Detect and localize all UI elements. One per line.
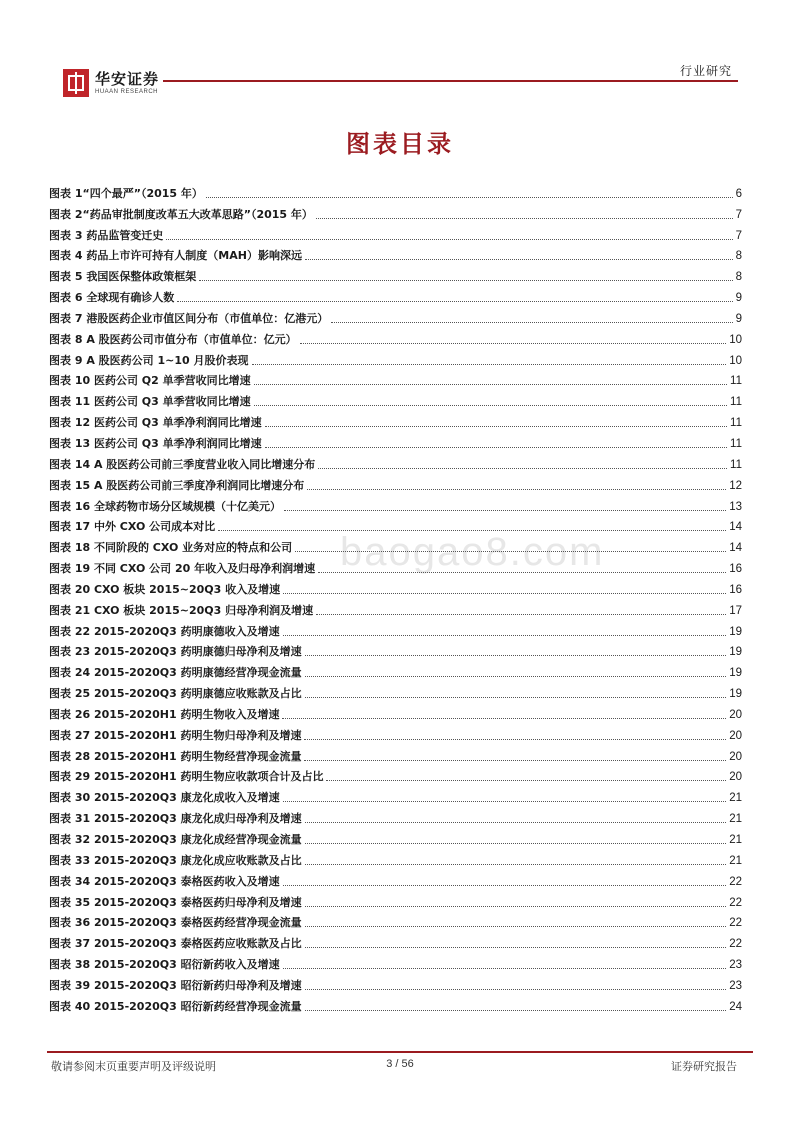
toc-entry-page: 14 <box>729 542 742 555</box>
toc-entry-label: 图表 31 2015-2020Q3 康龙化成归母净利及增速 <box>49 812 302 826</box>
toc-entry[interactable] <box>49 576 742 597</box>
toc-entry-page: 21 <box>729 854 742 867</box>
toc-entry[interactable] <box>49 889 742 910</box>
table-of-figures <box>49 180 742 1014</box>
section-label: 行业研究 <box>679 64 732 78</box>
toc-leader-dots <box>265 425 727 427</box>
toc-entry-label: 图表 34 2015-2020Q3 泰格医药收入及增速 <box>49 874 280 888</box>
toc-leader-dots <box>254 404 727 406</box>
toc-entry-label: 图表 19 不同 CXO 公司 20 年收入及归母净利润增速 <box>49 562 316 576</box>
toc-leader-dots <box>305 258 733 260</box>
toc-entry-page: 7 <box>735 229 742 242</box>
toc-leader-dots <box>305 842 727 844</box>
toc-entry-label: 图表 3 药品监管变迁史 <box>49 228 164 242</box>
toc-leader-dots <box>316 613 726 615</box>
toc-entry[interactable] <box>49 409 742 430</box>
toc-entry[interactable] <box>49 472 742 493</box>
toc-leader-dots <box>305 988 727 990</box>
toc-entry-label: 图表 28 2015-2020H1 药明生物经营净现金流量 <box>49 749 302 763</box>
toc-entry-page: 22 <box>729 875 742 888</box>
toc-entry-page: 11 <box>730 458 742 471</box>
toc-entry-label: 图表 10 医药公司 Q2 单季营收同比增速 <box>49 374 251 388</box>
toc-entry-label: 图表 39 2015-2020Q3 昭衍新药归母净利及增速 <box>49 978 302 992</box>
toc-entry-page: 16 <box>729 583 742 596</box>
toc-leader-dots <box>307 488 726 490</box>
toc-leader-dots <box>305 863 727 865</box>
toc-entry-label: 图表 12 医药公司 Q3 单季净利润同比增速 <box>49 416 262 430</box>
toc-leader-dots <box>304 738 726 740</box>
toc-entry-label: 图表 6 全球现有确诊人数 <box>49 291 175 305</box>
toc-leader-dots <box>305 925 727 927</box>
toc-entry-page: 8 <box>735 250 742 263</box>
header-divider <box>163 80 738 82</box>
toc-entry[interactable] <box>49 430 742 451</box>
toc-entry-page: 11 <box>730 396 742 409</box>
toc-entry-page: 19 <box>729 646 742 659</box>
toc-entry-label: 图表 4 药品上市许可持有人制度（MAH）影响深远 <box>49 249 302 263</box>
toc-entry[interactable] <box>49 388 742 409</box>
toc-entry-label: 图表 11 医药公司 Q3 单季营收同比增速 <box>49 395 251 409</box>
toc-entry-label: 图表 9 A 股医药公司 1~10 月股价表现 <box>49 353 249 367</box>
toc-entry-page: 8 <box>735 271 742 284</box>
toc-entry-page: 10 <box>729 354 742 367</box>
toc-entry-label: 图表 16 全球药物市场分区域规模（十亿美元） <box>49 499 281 513</box>
toc-leader-dots <box>318 571 726 573</box>
toc-entry[interactable] <box>49 930 742 951</box>
toc-entry-page: 19 <box>729 688 742 701</box>
toc-entry-page: 19 <box>729 667 742 680</box>
toc-leader-dots <box>199 279 732 281</box>
toc-entry-page: 13 <box>729 500 742 513</box>
toc-leader-dots <box>305 821 727 823</box>
logo-english-name: HUAAN RESEARCH <box>95 89 159 95</box>
toc-entry[interactable] <box>49 951 742 972</box>
toc-leader-dots <box>305 905 727 907</box>
toc-entry-page: 23 <box>729 959 742 972</box>
toc-entry-label: 图表 30 2015-2020Q3 康龙化成收入及增速 <box>49 791 280 805</box>
toc-entry[interactable] <box>49 805 742 826</box>
toc-entry-label: 图表 25 2015-2020Q3 药明康德应收账款及占比 <box>49 687 302 701</box>
toc-leader-dots <box>218 529 726 531</box>
toc-entry-page: 12 <box>729 479 742 492</box>
toc-entry[interactable] <box>49 764 742 785</box>
toc-entry-page: 16 <box>729 563 742 576</box>
toc-leader-dots <box>166 238 732 240</box>
page-title: 图表目录 <box>346 130 454 158</box>
footer-divider <box>47 1051 753 1053</box>
toc-leader-dots <box>283 634 727 636</box>
logo-seal-icon <box>63 69 89 97</box>
toc-entry-label: 图表 33 2015-2020Q3 康龙化成应收账款及占比 <box>49 853 302 867</box>
toc-entry-label: 图表 7 港股医药企业市值区间分布（市值单位：亿港元） <box>49 311 329 325</box>
toc-entry-label: 图表 38 2015-2020Q3 昭衍新药收入及增速 <box>49 958 280 972</box>
toc-entry-page: 20 <box>729 729 742 742</box>
toc-leader-dots <box>177 300 732 302</box>
toc-entry[interactable] <box>49 326 742 347</box>
toc-leader-dots <box>265 446 727 448</box>
toc-entry[interactable] <box>49 993 742 1014</box>
toc-entry[interactable] <box>49 347 742 368</box>
toc-entry-label: 图表 5 我国医保整体政策框架 <box>49 270 197 284</box>
watermark: baogao8.com <box>340 530 605 574</box>
toc-leader-dots <box>283 800 727 802</box>
toc-entry[interactable] <box>49 618 742 639</box>
toc-entry[interactable] <box>49 493 742 514</box>
logo-chinese-name: 华安证券 <box>95 70 160 88</box>
toc-entry-page: 22 <box>729 938 742 951</box>
toc-entry-label: 图表 29 2015-2020H1 药明生物应收款项合计及占比 <box>49 770 324 784</box>
toc-entry[interactable] <box>49 555 742 576</box>
toc-entry-label: 图表 18 不同阶段的 CXO 业务对应的特点和公司 <box>49 541 293 555</box>
toc-entry-label: 图表 24 2015-2020Q3 药明康德经营净现金流量 <box>49 666 302 680</box>
toc-entry[interactable] <box>49 263 742 284</box>
toc-leader-dots <box>283 884 727 886</box>
toc-leader-dots <box>316 217 733 219</box>
toc-entry-page: 21 <box>729 813 742 826</box>
logo-text <box>95 70 159 96</box>
toc-leader-dots <box>305 1009 727 1011</box>
toc-entry-page: 11 <box>730 437 742 450</box>
toc-entry[interactable] <box>49 639 742 660</box>
toc-entry[interactable] <box>49 743 742 764</box>
toc-entry-label: 图表 14 A 股医药公司前三季度营业收入同比增速分布 <box>49 457 316 471</box>
toc-entry-label: 图表 32 2015-2020Q3 康龙化成经营净现金流量 <box>49 833 302 846</box>
toc-leader-dots <box>326 779 726 781</box>
toc-entry-page: 14 <box>729 521 742 534</box>
toc-entry-page: 21 <box>729 792 742 805</box>
toc-leader-dots <box>304 759 726 761</box>
toc-entry-page: 21 <box>729 834 742 846</box>
toc-leader-dots <box>305 675 727 677</box>
toc-leader-dots <box>283 967 727 969</box>
toc-leader-dots <box>300 342 727 344</box>
toc-entry-label: 图表 20 CXO 板块 2015~20Q3 收入及增速 <box>49 582 281 596</box>
toc-entry-page: 20 <box>729 771 742 784</box>
company-logo <box>63 66 159 100</box>
toc-entry-page: 23 <box>729 979 742 992</box>
toc-entry[interactable] <box>49 701 742 722</box>
toc-entry[interactable] <box>49 451 742 472</box>
toc-entry[interactable] <box>49 972 742 993</box>
toc-leader-dots <box>305 696 727 698</box>
toc-entry-label: 图表 37 2015-2020Q3 泰格医药应收账款及占比 <box>49 937 302 951</box>
toc-entry[interactable] <box>49 284 742 305</box>
toc-leader-dots <box>252 363 727 365</box>
toc-entry[interactable] <box>49 222 742 243</box>
toc-entry-page: 7 <box>735 208 742 221</box>
toc-leader-dots <box>295 550 726 552</box>
toc-entry-page: 11 <box>730 417 742 430</box>
toc-entry[interactable] <box>49 514 742 535</box>
toc-entry[interactable] <box>49 680 742 701</box>
toc-entry[interactable] <box>49 659 742 680</box>
toc-entry-label: 图表 13 医药公司 Q3 单季净利润同比增速 <box>49 436 262 450</box>
toc-entry-page: 19 <box>729 625 742 638</box>
toc-entry-label: 图表 26 2015-2020H1 药明生物收入及增速 <box>49 707 280 721</box>
toc-entry-page: 6 <box>735 187 742 200</box>
toc-entry-page: 9 <box>735 312 742 325</box>
toc-entry[interactable] <box>49 868 742 889</box>
toc-leader-dots <box>283 592 726 594</box>
toc-entry-label: 图表 8 A 股医药公司市值分布（市值单位：亿元） <box>49 332 297 346</box>
toc-entry[interactable] <box>49 305 742 326</box>
toc-entry-page: 20 <box>729 708 742 721</box>
toc-entry-label: 图表 27 2015-2020H1 药明生物归母净利及增速 <box>49 728 302 742</box>
toc-entry[interactable] <box>49 243 742 264</box>
toc-leader-dots <box>282 717 726 719</box>
toc-entry-page: 10 <box>729 333 742 346</box>
toc-leader-dots <box>331 321 732 323</box>
toc-entry-label: 图表 1“四个最严”（2015 年） <box>49 186 203 200</box>
toc-entry-label: 图表 17 中外 CXO 公司成本对比 <box>49 520 216 534</box>
toc-entry[interactable] <box>49 826 742 847</box>
toc-entry-page: 22 <box>729 917 742 930</box>
toc-entry-page: 17 <box>729 604 742 617</box>
toc-entry-label: 图表 21 CXO 板块 2015~20Q3 归母净利润及增速 <box>49 603 314 617</box>
toc-entry-label: 图表 22 2015-2020Q3 药明康德收入及增速 <box>49 624 280 638</box>
toc-entry[interactable] <box>49 910 742 931</box>
toc-entry-label: 图表 15 A 股医药公司前三季度净利润同比增速分布 <box>49 478 305 492</box>
toc-entry[interactable] <box>49 784 742 805</box>
footer-disclaimer: 敬请参阅末页重要声明及评级说明 <box>51 1060 216 1073</box>
toc-leader-dots <box>305 946 727 948</box>
toc-entry[interactable] <box>49 180 742 201</box>
toc-entry[interactable] <box>49 847 742 868</box>
toc-entry[interactable] <box>49 534 742 555</box>
toc-entry-page: 20 <box>729 750 742 763</box>
toc-leader-dots <box>305 654 727 656</box>
toc-entry[interactable] <box>49 201 742 222</box>
toc-leader-dots <box>318 467 727 469</box>
toc-entry-label: 图表 36 2015-2020Q3 泰格医药经营净现金流量 <box>49 916 302 930</box>
page-number: 3 / 56 <box>386 1058 414 1070</box>
toc-entry-label: 图表 40 2015-2020Q3 昭衍新药经营净现金流量 <box>49 999 302 1013</box>
toc-entry-page: 11 <box>730 375 742 388</box>
toc-entry-page: 9 <box>735 292 742 305</box>
toc-leader-dots <box>254 383 727 385</box>
toc-entry-page: 22 <box>729 896 742 909</box>
toc-entry-label: 图表 35 2015-2020Q3 泰格医药归母净利及增速 <box>49 895 302 909</box>
toc-entry[interactable] <box>49 597 742 618</box>
toc-entry[interactable] <box>49 368 742 389</box>
toc-entry-label: 图表 23 2015-2020Q3 药明康德归母净利及增速 <box>49 645 302 659</box>
report-type: 证券研究报告 <box>671 1060 737 1073</box>
toc-entry[interactable] <box>49 722 742 743</box>
toc-leader-dots <box>284 509 726 511</box>
toc-leader-dots <box>206 196 733 198</box>
toc-entry-label: 图表 2“药品审批制度改革五大改革思路”（2015 年） <box>49 207 313 221</box>
toc-entry-page: 24 <box>729 1000 742 1013</box>
